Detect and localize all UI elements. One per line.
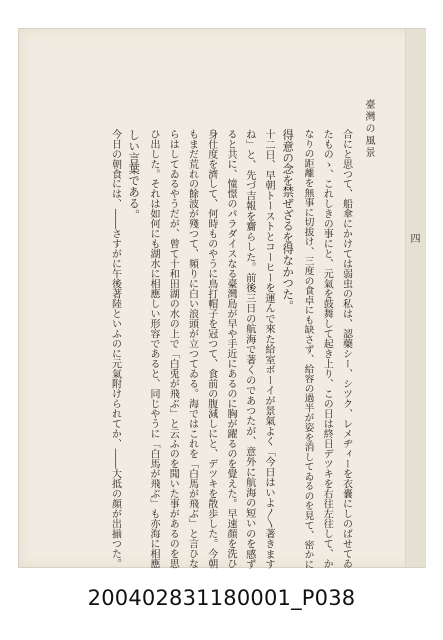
text-line: ね」と、先づ吉報を齎らした。前後三日の航海で著くのであつたが、意外に航海の短いのを感ず bbox=[243, 129, 256, 570]
book-page bbox=[18, 28, 426, 568]
text-line: 今日の朝食には、――さすがに午後著陸といふのに元氣附けられてか、――大抵の顏が出揃つた。 bbox=[110, 129, 121, 569]
image-caption: 200402831180001_P038 bbox=[87, 586, 356, 610]
text-line: 十二日、早朝トーストとコーヒーを運んで來た給室ボーイが景氣よく「今日はいよ〳〵著きます bbox=[263, 129, 275, 570]
text-line: ると共に、憧憬のパラダイスなる臺灣島が早や手近にあるのに胸が躍るのを覺えた。早速顏を洗ひ bbox=[225, 129, 237, 569]
page-gutter bbox=[405, 29, 426, 567]
text-line: ひ出した。それは如何にも湖水に相應しい形容であると、同じやうに「白馬が飛ぶ」も亦海に相應 bbox=[148, 129, 160, 569]
text-line: 身仕度を濟して、何時ものやうに鳥打帽子を冠つて、食前の腹減しにと、デツキを散歩した。今朝 bbox=[206, 129, 218, 569]
text-line: もまだ荒れの餘波が殘つて、頻りに白い浪頭が立つてゐる。海ではこれを「白馬が飛ぶ」と言ひな bbox=[187, 129, 198, 569]
text-line: らはしてゐるやうだが、曾て十和田湖の水の上で「白兎が飛ぶ」と云ふのを聞いた事があるのを思 bbox=[167, 129, 179, 569]
text-line: しい言葉である。 bbox=[127, 129, 142, 221]
text-line: たものゝ、これしきの事にと、元氣を鼓舞して起き上り、この日は終日デツキを右往左往して、か bbox=[321, 129, 333, 569]
text-line: なりの距離を無事に切拔け、三度の食卓にも缺さず、給容の過半が姿を消してゐるのを見て、密かに bbox=[302, 129, 314, 570]
text-line: 合にと思つて、船傘にかけては弱虫の私は、認藥シー、シツク、レメヂィーを衣嚢にしのばせてゐ bbox=[341, 129, 352, 569]
running-header: 臺灣の風景 bbox=[363, 99, 374, 159]
body-text bbox=[107, 129, 354, 569]
page-number: 四 bbox=[408, 233, 419, 243]
text-line: 得意の念を禁ぜざるを得なかつた。 bbox=[281, 129, 296, 312]
